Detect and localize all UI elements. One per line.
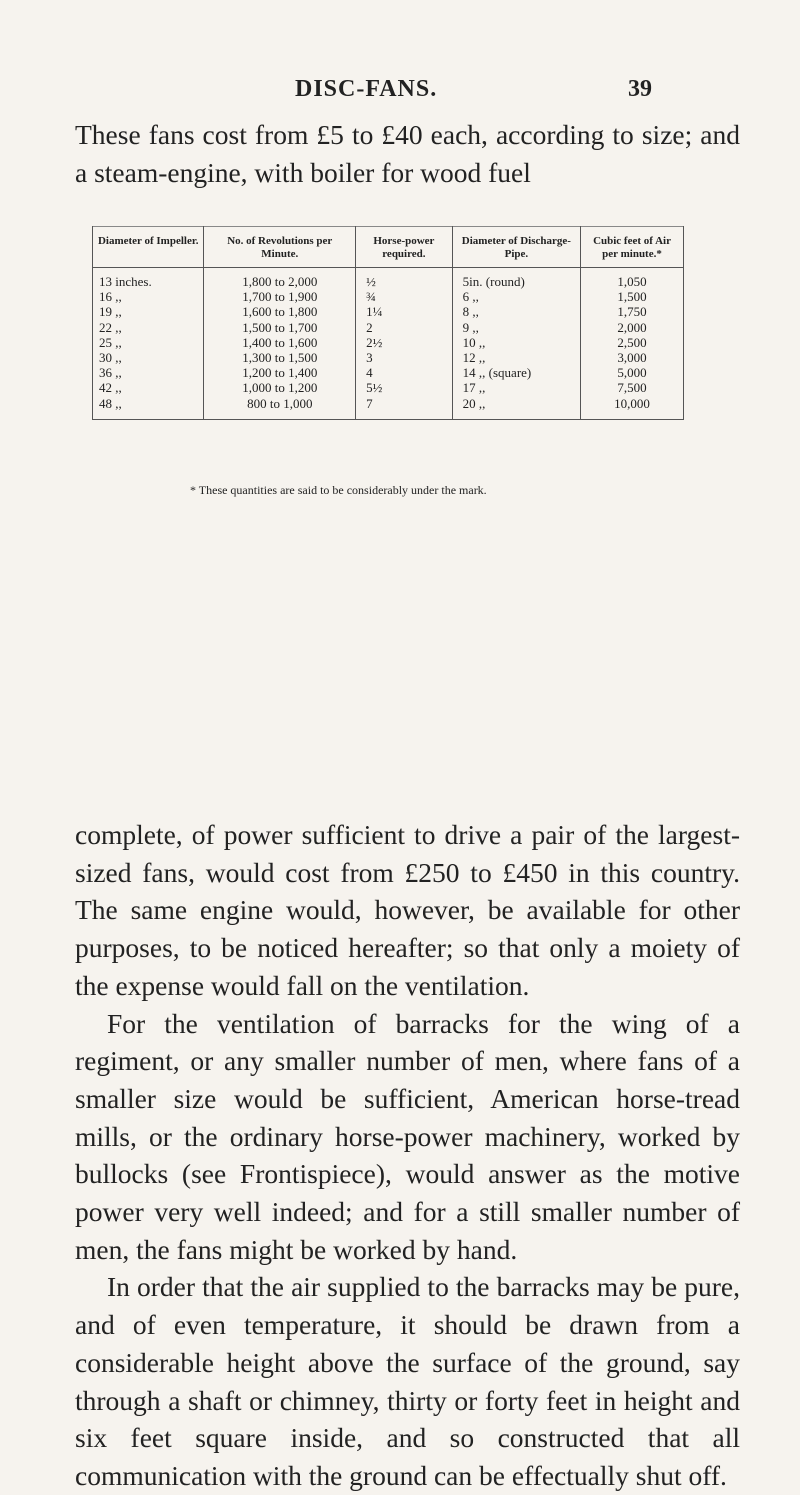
cell-cubic-feet: 2,000	[581, 320, 684, 335]
cell-revolutions: 1,800 to 2,000	[204, 268, 356, 290]
page-number: 39	[628, 76, 652, 102]
cell-impeller: 42 ,,	[93, 380, 204, 395]
cell-revolutions: 1,000 to 1,200	[204, 380, 356, 395]
cell-discharge-pipe: 6 ,,	[452, 289, 580, 304]
cell-impeller: 48 ,,	[93, 396, 204, 420]
cell-horse-power: ½	[356, 268, 453, 290]
col-header-discharge-pipe: Diameter of Discharge-Pipe.	[452, 227, 580, 268]
cell-horse-power: 2½	[356, 335, 453, 350]
table-footnote: * These quantities are said to be considerably under the mark.	[190, 483, 487, 497]
cell-revolutions: 1,300 to 1,500	[204, 350, 356, 365]
cell-cubic-feet: 10,000	[581, 396, 684, 420]
table-row	[93, 289, 684, 304]
cell-impeller: 19 ,,	[93, 304, 204, 319]
cell-horse-power: 7	[356, 396, 453, 420]
cell-discharge-pipe: 17 ,,	[452, 380, 580, 395]
cell-impeller: 16 ,,	[93, 289, 204, 304]
cell-impeller: 22 ,,	[93, 320, 204, 335]
cell-horse-power: 2	[356, 320, 453, 335]
cell-impeller: 36 ,,	[93, 365, 204, 380]
table-row	[93, 304, 684, 319]
paragraph: For the ventilation of barracks for the wing of a regiment, or any smaller number of men, where fans of a smaller size would be sufficient, American horse-tread mills, or the ordinary horse-power machinery, worked by bullocks (see Frontispiece), would answer as the motive power very well indeed; and for a still smaller number of men, the fans might be worked by hand.	[75, 1007, 740, 1265]
running-title: DISC-FANS.	[295, 76, 438, 102]
col-header-cubic-feet: Cubic feet of Air per minute.*	[581, 227, 684, 268]
col-header-horse-power: Horse-power required.	[356, 227, 453, 268]
table-row	[93, 380, 684, 395]
table-row	[93, 268, 684, 290]
cell-horse-power: 5½	[356, 380, 453, 395]
fan-specs-table	[92, 226, 684, 420]
cell-cubic-feet: 7,500	[581, 380, 684, 395]
body-text	[75, 816, 740, 1495]
paragraph-top: These fans cost from £5 to £40 each, according to size; and a steam-engine, with boiler for wood fuel	[75, 119, 740, 188]
paragraph: In order that the air supplied to the barracks may be pure, and of even temperature, it should be drawn from a considerable height above the surface of the ground, say through a shaft or chimney, thirty or forty feet in height and six feet square inside, and so constructed that all communication with the ground can be effectually shut off.	[75, 1271, 740, 1491]
cell-horse-power: 4	[356, 365, 453, 380]
cell-revolutions: 800 to 1,000	[204, 396, 356, 420]
cell-discharge-pipe: 14 ,, (square)	[452, 365, 580, 380]
cell-cubic-feet: 1,050	[581, 268, 684, 290]
page-header	[0, 76, 800, 116]
cell-impeller: 13 inches.	[93, 268, 204, 290]
cell-horse-power: 3	[356, 350, 453, 365]
table-row	[93, 350, 684, 365]
cell-revolutions: 1,600 to 1,800	[204, 304, 356, 319]
cell-revolutions: 1,500 to 1,700	[204, 320, 356, 335]
table-row	[93, 320, 684, 335]
cell-discharge-pipe: 5in. (round)	[452, 268, 580, 290]
cell-revolutions: 1,400 to 1,600	[204, 335, 356, 350]
cell-discharge-pipe: 10 ,,	[452, 335, 580, 350]
table-row	[93, 396, 684, 420]
cell-discharge-pipe: 12 ,,	[452, 350, 580, 365]
col-header-impeller-diameter: Diameter of Impeller.	[93, 227, 204, 268]
cell-revolutions: 1,200 to 1,400	[204, 365, 356, 380]
cell-cubic-feet: 5,000	[581, 365, 684, 380]
cell-cubic-feet: 1,500	[581, 289, 684, 304]
cell-cubic-feet: 2,500	[581, 335, 684, 350]
table-header-row	[93, 227, 684, 268]
cell-impeller: 25 ,,	[93, 335, 204, 350]
paragraph: complete, of power sufficient to drive a pair of the largest-sized fans, would cost from £250 to £450 in this country. The same engine would, however, be available for other purposes, to be noticed hereafter; so that only a moiety of the expense would fall on the ventilation.	[75, 819, 740, 1001]
cell-discharge-pipe: 9 ,,	[452, 320, 580, 335]
cell-cubic-feet: 3,000	[581, 350, 684, 365]
cell-revolutions: 1,700 to 1,900	[204, 289, 356, 304]
cell-discharge-pipe: 8 ,,	[452, 304, 580, 319]
cell-impeller: 30 ,,	[93, 350, 204, 365]
cell-discharge-pipe: 20 ,,	[452, 396, 580, 420]
table-row	[93, 365, 684, 380]
cell-horse-power: 1¼	[356, 304, 453, 319]
cell-cubic-feet: 1,750	[581, 304, 684, 319]
col-header-revolutions: No. of Revolutions per Minute.	[204, 227, 356, 268]
cell-horse-power: ¾	[356, 289, 453, 304]
table-row	[93, 335, 684, 350]
